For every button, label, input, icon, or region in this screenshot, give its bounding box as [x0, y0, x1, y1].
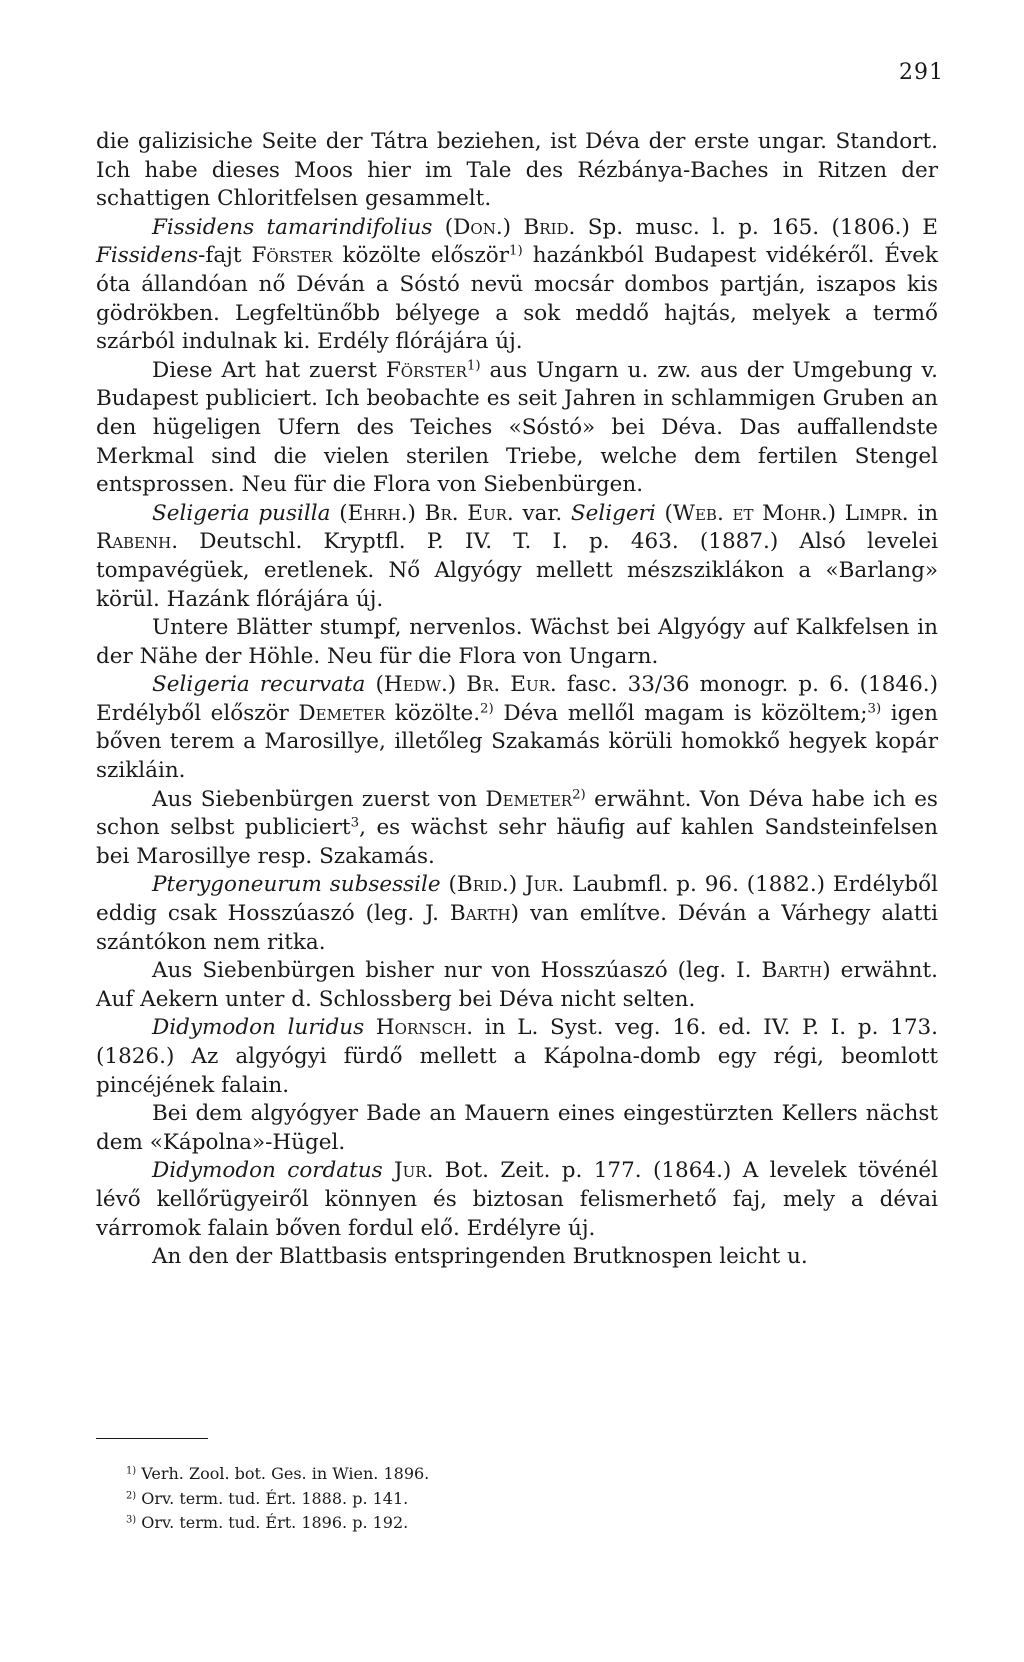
- species-name: Seligeria recurvata: [152, 672, 366, 698]
- entry-didymodon-luridus-de: Bei dem algyógyer Bade an Mauern eines eingestürzten Kellers nächst dem «Kápolna»-Hügel.: [96, 1101, 938, 1155]
- author-name: Barth: [449, 901, 511, 927]
- species-author: Jur.: [394, 1158, 434, 1184]
- species-name: Seligeria pusilla: [152, 500, 331, 526]
- citation: Deutschl. Kryptfl. P. IV. T. I. p. 463. (1887.): [199, 529, 779, 555]
- entry-seligeria-recurvata-de: Aus Siebenbürgen zuerst von Demeter$^{2)}$ erwähnt. Von Déva habe ich es schon selbst publiciert$^3$, es wächst sehr häufig auf kahlen Sandsteinfelsen bei Marosillye resp. Szakamás.: [96, 786, 938, 869]
- footnote-ref: 2): [480, 701, 494, 717]
- species-author: (Brid.) Jur.: [448, 872, 565, 898]
- author-name: Barth: [761, 958, 823, 984]
- species-name: Pterygoneurum subsessile: [152, 872, 441, 898]
- author-name: Förster: [251, 243, 333, 269]
- footnote-ref: 1): [466, 358, 481, 374]
- citation: in L. Syst. veg. 16. ed. IV. P. I. p. 173. (1826.): [96, 1015, 939, 1069]
- entry-didymodon-luridus-hu: Didymodon luridus Hornsch. in L. Syst. veg. 16. ed. IV. P. I. p. 173. (1826.) Az algyógyi fürdő mellett a Kápolna-domb egy régi, beomlott pincéjének falain.: [96, 1015, 939, 1098]
- page-number: 291: [899, 60, 944, 85]
- species-author: (Ehrh.) Br. Eur.: [339, 500, 514, 526]
- species-name: Fissidens tamarindifolius: [152, 214, 433, 240]
- citation: Bot. Zeit. p. 177. (1864.): [444, 1158, 732, 1184]
- author-name: Demeter: [298, 700, 386, 726]
- footnote-ref: 1): [509, 244, 523, 260]
- author-name: Förster: [385, 357, 467, 383]
- footnote-ref: 2): [572, 787, 586, 803]
- citation: fasc. 33/36 monogr. p. 6. (1846.): [566, 672, 938, 698]
- author-name: Demeter: [485, 786, 573, 812]
- species-author: (Don.) Brid.: [444, 214, 576, 240]
- species-author: Hornsch.: [375, 1015, 474, 1041]
- entry-didymodon-cordatus-hu: Didymodon cordatus Jur. Bot. Zeit. p. 177. (1864.) A levelek tövénél lévő kellőrügyeiről könnyen és biztosan felismerhető faj, mely a dévai várromok falain bőven fordul elő. Erdélyre új.: [96, 1158, 938, 1241]
- paragraph-intro: die galizisiche Seite der Tátra beziehen, ist Déva der erste ungar. Standort. Ich habe dieses Moos hier im Tale des Rézbánya-Baches in Ritzen der schattigen Chloritfelsen gesammelt.: [96, 129, 938, 212]
- entry-seligeria-pusilla-hu: Seligeria pusilla (Ehrh.) Br. Eur. var. Seligeri (Web. et Mohr.) Limpr. in Rabenh. Deutschl. Kryptfl. P. IV. T. I. p. 463. (1887.) Alsó levelei tompavégüek, eretlenek. Nő Algyógy mellett mészsziklákon a «Barlang» körül. Hazánk flórájára új.: [96, 500, 939, 612]
- citation: Sp. musc. l. p. 165. (1806.): [587, 214, 910, 240]
- species-name: Didymodon luridus: [152, 1015, 365, 1041]
- footnote: $^{3)}$ Orv. term. tud. Ért. 1896. p. 192.: [126, 1513, 409, 1532]
- citation: Laubmfl. p. 96. (1882.): [572, 872, 826, 898]
- body-text: [96, 128, 938, 1272]
- entry-fissidens-hu: Fissidens tamarindifolius (Don.) Brid. Sp. musc. l. p. 165. (1806.) E Fissidens-fajt Förster közölte először$^{1)}$ hazánkból Budapest vidékéről. Évek óta állandóan nő Déván a Sóstó nevü mocsár dombos partján, iszapos kis gödrökben. Legfeltünőbb bélyege a sok meddő hajtás, melyek a termő szárból indulnak ki. Erdély flórájára új.: [96, 214, 939, 355]
- entry-pterygoneurum-hu: Pterygoneurum subsessile (Brid.) Jur. Laubmfl. p. 96. (1882.) Erdélyből eddig csak Hosszúaszó (leg. J. Barth) van említve. Déván a Várhegy alatti szántókon nem ritka.: [96, 872, 938, 955]
- entry-seligeria-pusilla-de: Untere Blätter stumpf, nervenlos. Wächst bei Algyógy auf Kalkfelsen in der Nähe der Höhle. Neu für die Flora von Ungarn.: [96, 615, 938, 669]
- footnotes: [126, 1462, 429, 1536]
- entry-fissidens-de: Diese Art hat zuerst Förster$^{1)}$ aus Ungarn u. zw. aus der Umgebung v. Budapest publiciert. Ich beobachte es seit Jahren in schlammigen Gruben an den hügeligen Ufern des Teiches «Sóstó» bei Déva. Das auffallendste Merkmal sind die vielen sterilen Triebe, welche dem fertilen Stengel entsprossen. Neu für die Flora von Siebenbürgen.: [96, 357, 938, 498]
- footnote: $^{2)}$ Orv. term. tud. Ért. 1888. p. 141.: [126, 1488, 409, 1508]
- footnote-divider: [96, 1438, 208, 1439]
- species-author: (Hedw.) Br. Eur.: [375, 672, 557, 698]
- species-name: Didymodon cordatus: [152, 1158, 383, 1184]
- footnote-ref: 3): [867, 701, 882, 717]
- variety-name: Seligeri: [570, 500, 656, 526]
- footnote: $^{1)}$ Verh. Zool. bot. Ges. in Wien. 1896.: [126, 1464, 430, 1483]
- footnote-ref: 3: [350, 815, 360, 831]
- entry-pterygoneurum-de: Aus Siebenbürgen bisher nur von Hosszúaszó (leg. I. Barth) erwähnt. Auf Aekern unter d. Schlossberg bei Déva nicht selten.: [96, 958, 939, 1012]
- entry-didymodon-cordatus-de: An den der Blattbasis entspringenden Brutknospen leicht u.: [152, 1244, 808, 1270]
- entry-seligeria-recurvata-hu: Seligeria recurvata (Hedw.) Br. Eur. fasc. 33/36 monogr. p. 6. (1846.) Erdélyből először Demeter közölte.$^{2)}$ Déva mellől magam is közöltem;$^{3)}$ igen bőven terem a Marosillye, illetőleg Szakamás körüli homokkő hegyek kopár szikláin.: [96, 672, 938, 784]
